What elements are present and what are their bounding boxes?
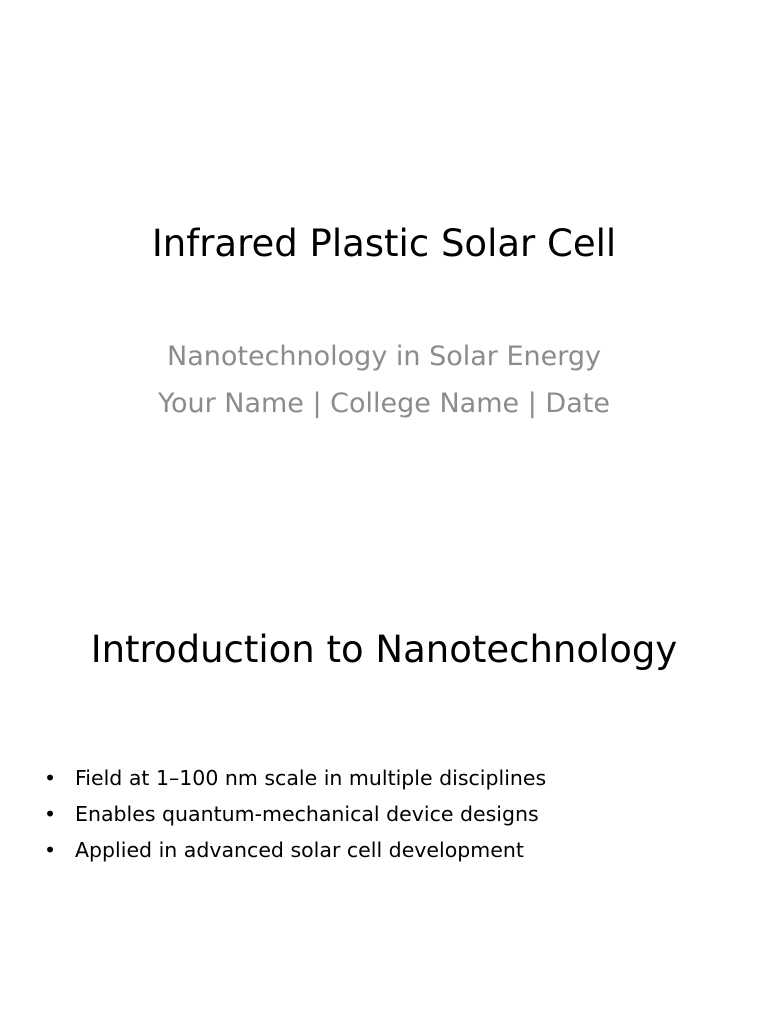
bullet-item: [44, 832, 546, 868]
bullet-icon: •: [44, 838, 57, 862]
bullet-text: Applied in advanced solar cell development: [75, 838, 524, 862]
bullet-icon: •: [44, 802, 57, 826]
bullet-item: [44, 760, 546, 796]
content-slide: [0, 512, 768, 1024]
bullet-text: Field at 1–100 nm scale in multiple disciplines: [75, 766, 547, 790]
subtitle-author-info: Your Name | College Name | Date: [158, 388, 610, 419]
bullet-text: Enables quantum-mechanical device designs: [75, 802, 539, 826]
subtitle-topic: Nanotechnology in Solar Energy: [167, 341, 601, 372]
subtitle-block: [0, 333, 768, 427]
bullet-list: [44, 760, 546, 868]
bullet-item: [44, 796, 546, 832]
slide-title: Infrared Plastic Solar Cell: [151, 222, 617, 265]
slide-title: Introduction to Nanotechnology: [90, 628, 678, 671]
bullet-icon: •: [44, 766, 57, 790]
